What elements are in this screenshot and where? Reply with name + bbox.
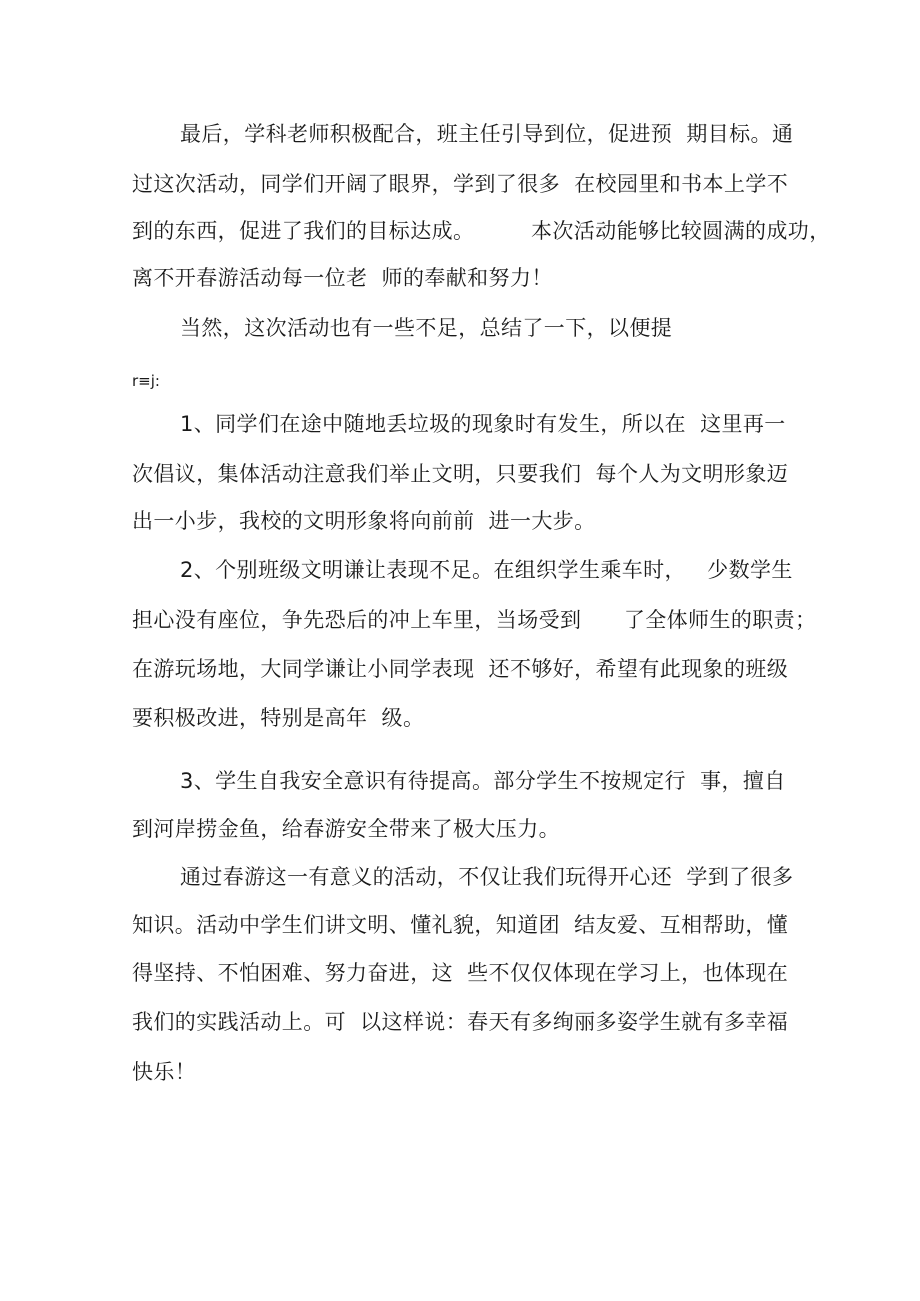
text-line: 出一小步，我校的文明形象将向前前 进一大步。	[132, 509, 596, 533]
text-line: 到的东西，促进了我们的目标达成。 本次活动能够比较圆满的成功，	[132, 219, 831, 243]
text-line: 我们的实践活动上。可 以这样说：春天有多绚丽多姿学生就有多幸福	[132, 1010, 789, 1034]
text-line: 担心没有座位，争先恐后的冲上车里，当场受到 了全体师生的职责；	[132, 608, 817, 632]
text-line: 离不开春游活动每一位老 师的奉献和努力！	[132, 266, 553, 290]
text-line: 知识。活动中学生们讲文明、懂礼貌，知道团 结友爱、互相帮助，懂	[132, 913, 789, 937]
text-line: 过这次活动，同学们开阔了眼界，学到了很多 在校园里和书本上学不	[132, 172, 789, 196]
text-line: 得坚持、不怕困难、努力奋进，这 些不仅仅体现在学习上，也体现在	[132, 961, 789, 985]
text-line: 次倡议，集体活动注意我们举止文明，只要我们 每个人为文明形象迈	[132, 462, 789, 486]
text-line: 1、同学们在途中随地丢垃圾的现象时有发生，所以在 这里再一	[180, 412, 786, 436]
text-line: r≡j:	[132, 372, 160, 390]
text-line: 最后，学科老师积极配合，班主任引导到位，促进预 期目标。通	[180, 122, 794, 146]
text-line: 快乐！	[132, 1060, 197, 1084]
text-line: 当然，这次活动也有一些不足，总结了一下，以便提	[180, 316, 673, 340]
text-line: 2、个别班级文明谦让表现不足。在组织学生乘车时， 少数学生	[180, 558, 793, 582]
text-line: 通过春游这一有意义的活动，不仅让我们玩得开心还 学到了很多	[180, 865, 794, 889]
text-line: 要积极改进，特别是高年 级。	[132, 706, 425, 730]
text-line: 在游玩场地，大同学谦让小同学表现 还不够好，希望有此现象的班级	[132, 657, 789, 681]
text-line: 到河岸捞金鱼，给春游安全带来了极大压力。	[132, 817, 560, 841]
text-line: 3、学生自我安全意识有待提高。部分学生不按规定行 事，擅自	[180, 769, 786, 793]
